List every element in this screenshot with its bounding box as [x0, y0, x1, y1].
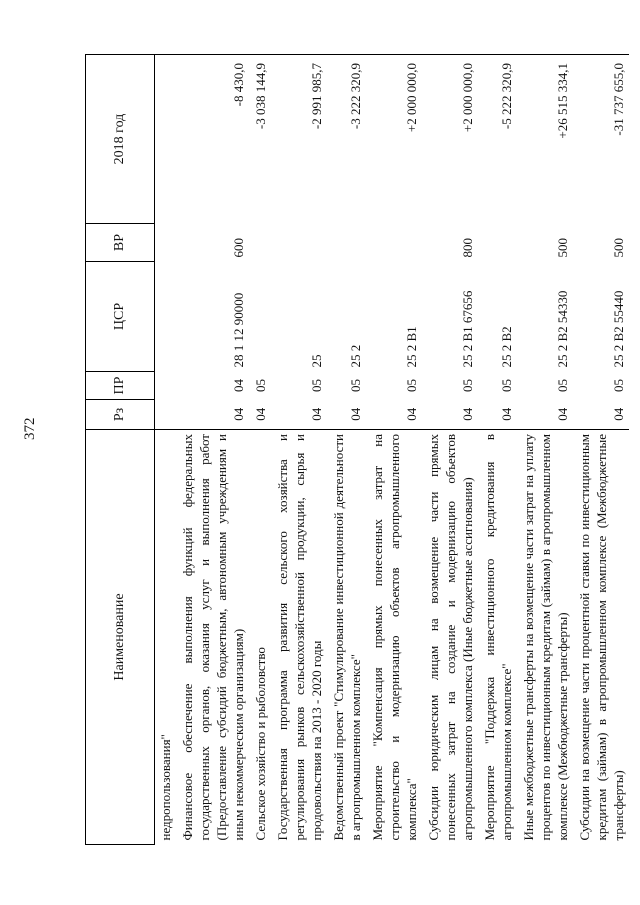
cell-csr: 25 2 В1 67656	[460, 290, 475, 368]
cell-value: +2 000 000,0	[422, 55, 478, 224]
cell-pr: 04	[231, 379, 246, 392]
cell-name: Субсидии на возмещение части процентной ставки по инвестиционным кредитам (займам) в агропромышленном комплексе (Межбюджетные трансферты)	[577, 434, 626, 841]
cell-vr	[271, 224, 327, 262]
table-row	[478, 55, 517, 845]
cell-pr: 05	[499, 379, 514, 392]
cell-value: +26 515 334,1	[517, 55, 573, 224]
cell-csr: 25 2 В2 55440	[611, 290, 626, 368]
table-row	[271, 55, 327, 845]
cell-rz: 04	[517, 400, 573, 430]
header-csr: ЦСР	[86, 262, 155, 372]
cell-name: Сельское хозяйство и рыболовство	[253, 647, 268, 841]
cell-value: -3 222 320,9	[327, 55, 366, 224]
cell-vr: 600	[231, 238, 246, 258]
cell-vr	[478, 224, 517, 262]
cell-rz	[155, 400, 177, 430]
cell-pr: 05	[460, 379, 475, 392]
cell-rz: 04	[249, 400, 271, 430]
header-year: 2018 год	[86, 55, 155, 224]
table-row	[176, 55, 249, 845]
table-row	[327, 55, 366, 845]
table-header-row	[86, 55, 155, 845]
cell-rz: 04	[366, 400, 422, 430]
cell-value: -3 038 144,9	[249, 55, 271, 224]
cell-value: -5 222 320,9	[478, 55, 517, 224]
cell-pr: 05	[348, 379, 363, 392]
cell-rz: 04	[176, 400, 249, 430]
cell-rz: 04	[478, 400, 517, 430]
cell-csr: 25 2 В1	[404, 326, 419, 368]
cell-rz: 04	[422, 400, 478, 430]
cell-csr: 25 2 В2	[499, 326, 514, 368]
table-row	[573, 55, 629, 845]
cell-value: -2 991 985,7	[271, 55, 327, 224]
cell-vr	[155, 224, 177, 262]
cell-vr: 500	[611, 238, 626, 258]
header-rz: Рз	[86, 400, 155, 430]
cell-pr: 05	[309, 379, 324, 392]
header-pr: ПР	[86, 372, 155, 400]
cell-csr: 25	[309, 354, 324, 368]
cell-value: -31 737 655,0	[573, 55, 629, 224]
cell-value	[155, 55, 177, 224]
cell-name: Субсидии юридическим лицам на возмещение части прямых понесенных затрат на создание и модернизацию объектов агропромышленного комплекса (Иные бюджетные ассигнования)	[426, 434, 475, 841]
cell-name: недропользования"	[158, 734, 173, 841]
cell-pr: 05	[555, 379, 570, 392]
cell-name: Иные межбюджетные трансферты на возмещение части затрат на уплату процентов по инвестиционным кредитам (займам) в агропромышленном комплексе (Межбюджетные трансферты)	[521, 434, 570, 841]
header-vr: ВР	[86, 224, 155, 262]
cell-pr	[155, 372, 177, 400]
cell-value: +2 000 000,0	[366, 55, 422, 224]
cell-csr: 25 2	[348, 344, 363, 368]
cell-rz: 04	[573, 400, 629, 430]
rotated-table-container	[85, 55, 625, 845]
table-row	[517, 55, 573, 845]
cell-vr	[327, 224, 366, 262]
cell-name: Ведомственный проект "Стимулирование инвестиционной деятельности в агропромышленном комплексе"	[331, 434, 363, 841]
cell-csr: 25 2 В2 54330	[555, 290, 570, 368]
budget-table	[85, 54, 629, 845]
cell-name: Государственная программа развития сельского хозяйства и регулирования рынков сельскохозяйственной продукции, сырья и продовольствия на 2013 - 2020 годы	[275, 434, 324, 841]
cell-name: Мероприятие "Компенсация прямых понесенных затрат на строительство и модернизацию объектов агропромышленного комплекса"	[370, 434, 419, 841]
cell-pr: 05	[253, 379, 268, 392]
cell-vr: 500	[555, 238, 570, 258]
table-row	[155, 55, 177, 845]
table-row	[366, 55, 422, 845]
cell-name: Финансовое обеспечение выполнения функций федеральных государственных органов, оказания услуг и выполнения работ (Предоставление субсидий бюджетным, автономным учреждениям и иным некоммерческим организациям)	[180, 434, 246, 841]
cell-pr: 05	[611, 379, 626, 392]
table-row	[249, 55, 271, 845]
cell-pr: 05	[404, 379, 419, 392]
cell-value: -8 430,0	[176, 55, 249, 224]
cell-csr: 28 1 12 90000	[231, 292, 246, 368]
cell-vr	[249, 224, 271, 262]
cell-csr	[155, 262, 177, 372]
cell-rz: 04	[271, 400, 327, 430]
header-name: Наименование	[86, 430, 155, 845]
page-number: 372	[22, 417, 38, 440]
cell-vr: 800	[460, 238, 475, 258]
cell-csr	[249, 262, 271, 372]
cell-rz: 04	[327, 400, 366, 430]
table-row	[422, 55, 478, 845]
cell-vr	[366, 224, 422, 262]
cell-name: Мероприятие "Поддержка инвестиционного кредитования в агропромышленном комплексе"	[482, 434, 514, 841]
